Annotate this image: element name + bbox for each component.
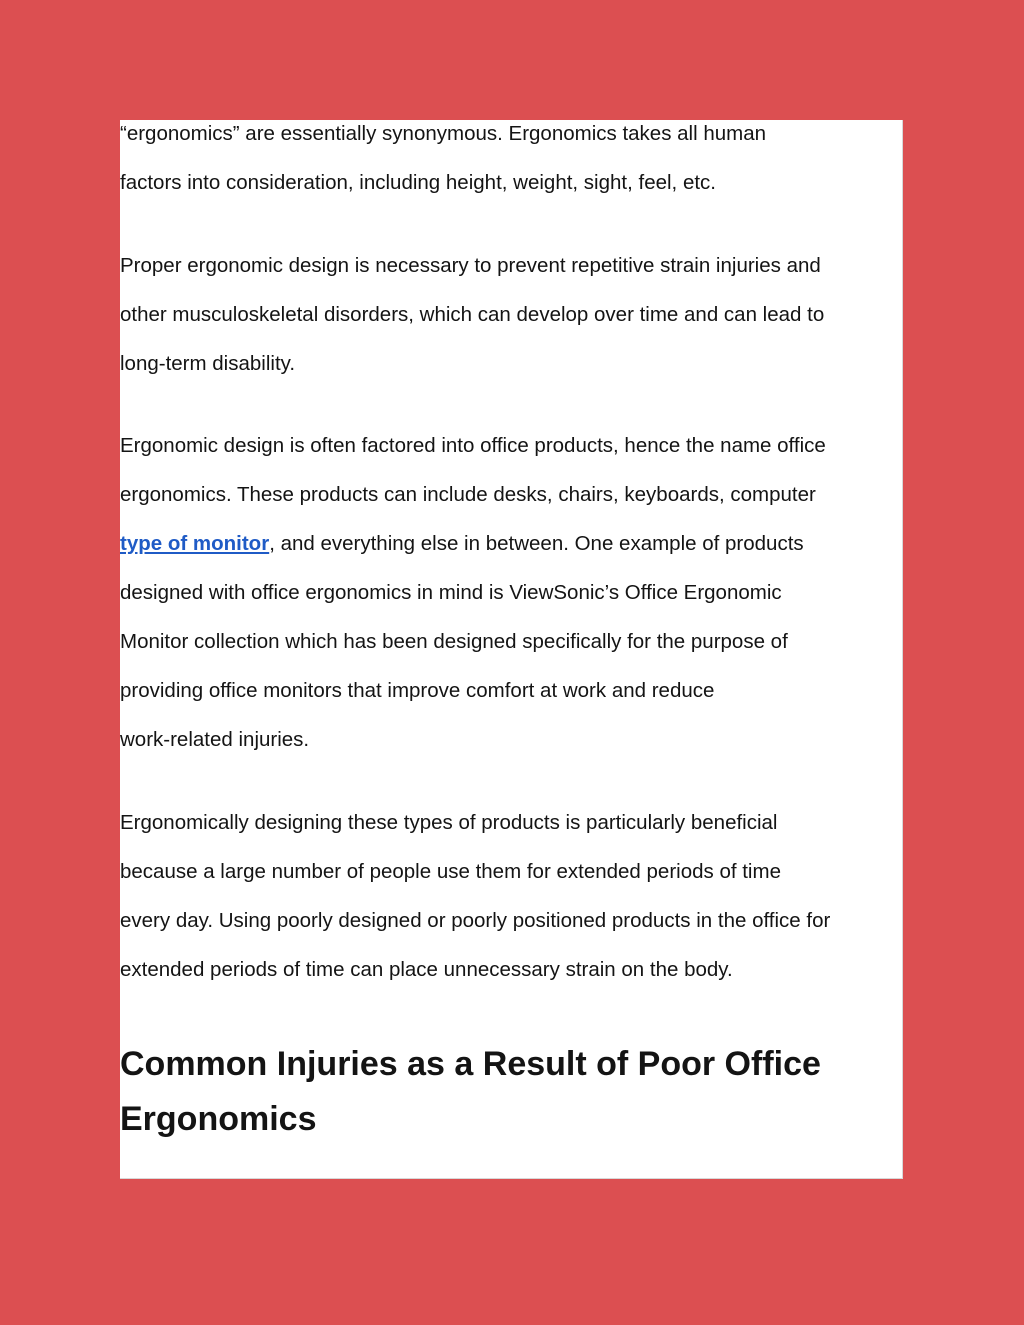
paragraph-3-line-7: work-related injuries. xyxy=(120,728,310,751)
paragraph-2-line-1: Proper ergonomic design is necessary to prevent repetitive strain injuries and xyxy=(120,254,821,277)
paragraph-3-line-2: ergonomics. These products can include desks, chairs, keyboards, computer xyxy=(120,483,816,506)
paragraph-4-line-4: extended periods of time can place unnecessary strain on the body. xyxy=(120,958,733,981)
paragraph-4-line-3: every day. Using poorly designed or poorly positioned products in the office for xyxy=(120,909,831,932)
paragraph-1-line-1: “ergonomics” are essentially synonymous. Ergonomics takes all human xyxy=(120,122,767,145)
type-of-monitor-link[interactable]: type of monitor xyxy=(120,532,270,555)
paragraph-3-line-3-text: , and everything else in between. One example of products xyxy=(269,532,804,555)
paragraph-2-line-3: long-term disability. xyxy=(120,352,296,375)
paragraph-4-line-2: because a large number of people use them for extended periods of time xyxy=(120,860,781,883)
paragraph-3-line-5: Monitor collection which has been designed specifically for the purpose of xyxy=(120,630,788,653)
paragraph-3-line-6: providing office monitors that improve comfort at work and reduce xyxy=(120,679,715,702)
document-page xyxy=(120,120,903,1179)
paragraph-3-line-3 xyxy=(120,530,804,558)
section-heading-line-2: Ergonomics xyxy=(120,1100,317,1138)
paragraph-3-line-4: designed with office ergonomics in mind is ViewSonic’s Office Ergonomic xyxy=(120,581,782,604)
paragraph-2-line-2: other musculoskeletal disorders, which can develop over time and can lead to xyxy=(120,303,825,326)
paragraph-4-line-1: Ergonomically designing these types of products is particularly beneficial xyxy=(120,811,778,834)
paragraph-3-line-1: Ergonomic design is often factored into office products, hence the name office xyxy=(120,434,826,457)
section-heading-line-1: Common Injuries as a Result of Poor Office xyxy=(120,1045,821,1083)
paragraph-1-line-2: factors into consideration, including height, weight, sight, feel, etc. xyxy=(120,171,716,194)
